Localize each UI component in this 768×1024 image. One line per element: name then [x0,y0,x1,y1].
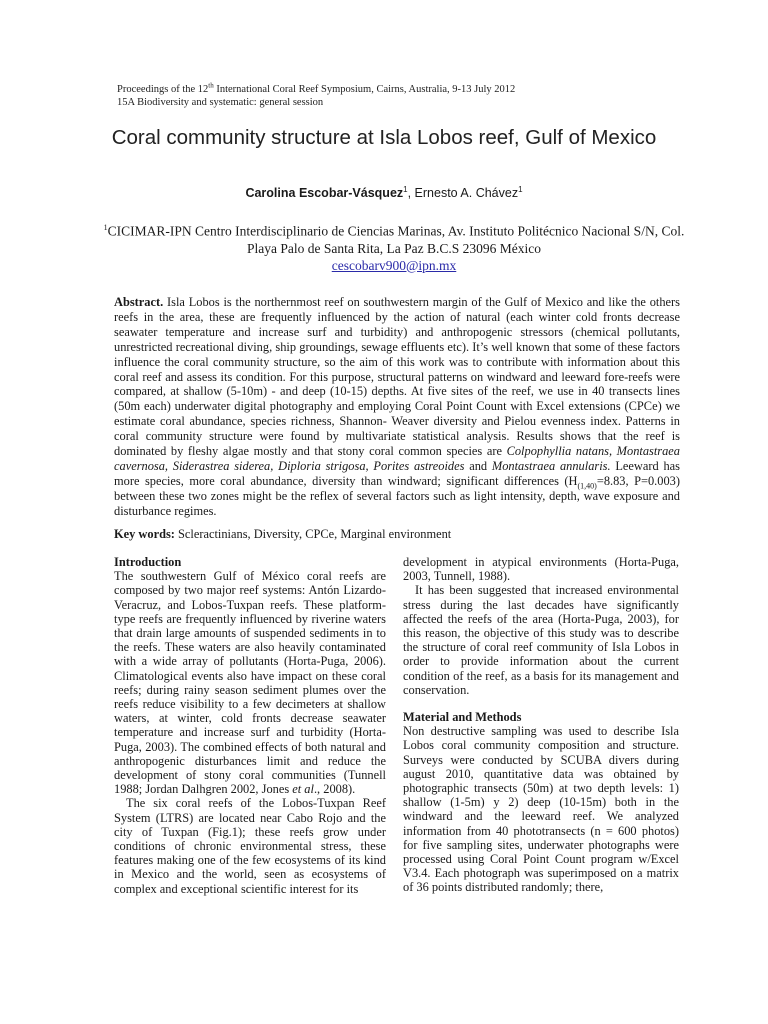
paper-title: Coral community structure at Isla Lobos reef, Gulf of Mexico [111,126,657,149]
author-list: Carolina Escobar-Vásquez$^1$, Ernesto A. Chávez$^1$ [245,185,523,201]
running-header [117,83,515,109]
species-list: Colpophyllia natans, Montastraea cavernosa, Siderastrea siderea, Diploria strigosa, Porites astreoides [114,444,681,473]
affiliation: $^1$CICIMAR-IPN Centro Interdisciplinario de Ciencias Marinas, Av. Instituto Politécnico Nacional S/N, Col. Playa Palo de Santa Rita, La Paz B.C.S 23096 México cescobarv900@ipn.mx [103,223,685,273]
author-first: Carolina Escobar-Vásquez [245,186,404,201]
paragraph: The six coral reefs of the Lobos-Tuxpan Reef System (LTRS) are located near Cabo Rojo and the city of Tuxpan (Fig.1); these reefs grow under conditions of chronic environmental stress, these features making one of the few ecosystems of its kind in Mexico and the world, seen as ecosystems of complex and exceptional scientific interest for its [114,796,386,896]
section-heading-introduction: Introduction [114,555,182,569]
paragraph: It has been suggested that increased environmental stress during the last decades have significantly affected the reefs of the area (Horta-Puga, 2003), for this reason, the objective of this study was to describe the structure of coral reef community of Isla Lobos in order to provide information about the current condition of the reef, as a basis for its management and conservation. [403,583,679,697]
section-heading-methods: Material and Methods [403,710,522,725]
header-line-2: 15A Biodiversity and systematic: general session [117,97,324,108]
paragraph: development in atypical environments (Horta-Puga, 2003, Tunnell, 1988). [403,555,679,584]
header-line-1: Proceedings of the 12th International Coral Reef Symposium, Cairns, Australia, 9-13 July 2012 [117,81,516,95]
email-link[interactable]: cescobarv900@ipn.mx [331,257,457,273]
left-column [114,555,386,896]
keywords: Key words: Scleractinians, Diversity, CPCe, Marginal environment [114,527,452,541]
right-column [403,555,679,895]
paragraph: Non destructive sampling was used to describe Isla Lobos coral community composition and structure. Surveys were conducted by SCUBA divers during august 2010, quantitative data was obtained by photographic transects (50m) at two depth levels: 1) shallow (1-5m) y 2) deep (10-15m) both in the windward and the leeward reef. We analyzed information from 40 phototransects (n = 600 photos) for five sampling sites, underwater photographs were processed using Coral Point Count program w/Excel V3.4. Each photograph was superimposed on a matrix of 36 points distributed randomly; there, [403,724,679,895]
paragraph: The southwestern Gulf of México coral reefs are composed by two major reef systems: Antón Lizardo-Veracruz, and Lobos-Tuxpan reefs. These platform-type reefs are frequently influenced by riverine waters that drain large amounts of suspended sediments in to the reefs. These waters are also heavily contaminated with a wide array of pollutants (Horta-Puga, 2006). Climatological events also have impact on these coral reefs; during rainy season sediment plumes over the reefs reduce visibility to a few decimeters at shallow waters, at winter, cold fronts decrease seawater temperature and increase surf and turbidity (Horta-Puga, 2003). The combined effects of both natural and anthropogenic disturbances limit and reduce the development of stony coral communities (Tunnell 1988; Jordan Dalhgren 2002, Jones et al., 2008). [114,569,386,797]
author-second: , Ernesto A. Chávez [407,186,519,201]
abstract-label: Abstract. [114,295,164,309]
abstract: Abstract. Isla Lobos is the northernmost reef on southwestern margin of the Gulf of Mexico and like the others reefs in the area, these are frequently influenced by the action of natural (each winter cold fronts decrease seawater temperature and increase surf and turbidity) and anthropogenic stressors (chemical pollutants, unrestricted recreational diving, ship groundings, sewage effluents etc). It’s well known that some of these factors influence the coral community structure, so the aim of this work was to contribute with information about this coral reef and assess its condition. For this purpose, structural patterns on windward and leeward fore-reefs were compared, at shallow (5-10m) - and deep (10-15) depths. At five sites of the reef, we use in 40 transects lines (50m each) underwater digital photography and employing Coral Point Count with Excel extensions (CPCe) we estimate coral abundance, species richness, Shannon- Weaver diversity and Pielou evenness index. Patterns in coral community structure were found by multivariate statistical analysis. Results shows that the reef is dominated by fleshy algae mostly and that stony coral common species are Colpophyllia natans, Montastraea cavernosa, Siderastrea siderea, Diploria strigosa, Porites astreoides and Montastraea annularis. Leeward has more species, more coral abundance, diversity than windward; significant differences ($H_{(1,40)}=8.83$, P=0.003) between these two zones might be the reflex of several factors such as light intensity, depth, wave exposure and disturbance regimes. [114,295,681,518]
